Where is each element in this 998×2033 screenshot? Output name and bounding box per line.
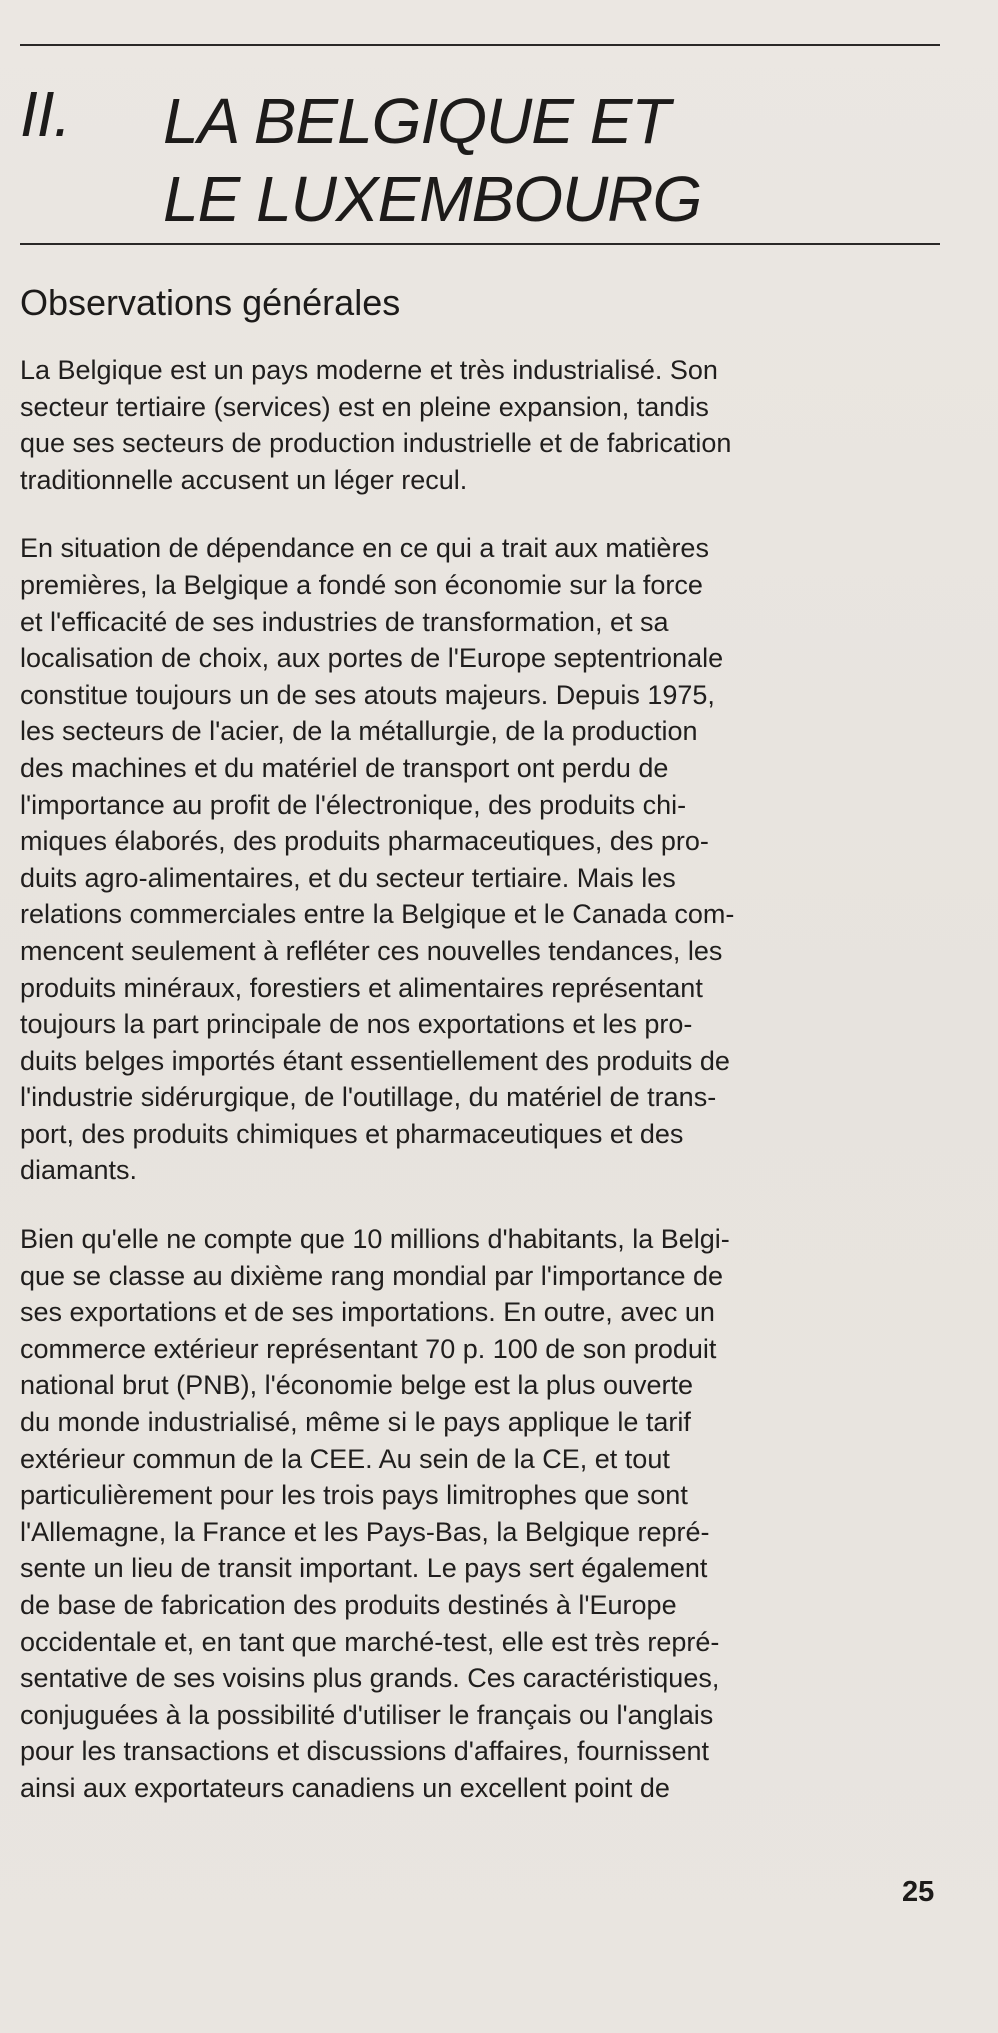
- text-line: que se classe au dixième rang mondial par l'importance de: [20, 1260, 724, 1291]
- text-line: mencent seulement à refléter ces nouvelles tendances, les: [20, 935, 723, 966]
- body-text: [20, 352, 950, 1839]
- page-number: 25: [902, 1876, 935, 1908]
- text-line: extérieur commun de la CEE. Au sein de la CE, et tout: [20, 1443, 670, 1474]
- chapter-title: [163, 82, 923, 238]
- text-line: port, des produits chimiques et pharmaceutiques et des: [20, 1118, 684, 1149]
- text-line: traditionnelle accusent un léger recul.: [20, 464, 468, 495]
- paragraph-3: [20, 1221, 950, 1807]
- text-line: duits agro-alimentaires, et du secteur tertiaire. Mais les: [20, 862, 676, 893]
- text-line: du monde industrialisé, même si le pays applique le tarif: [20, 1407, 691, 1438]
- text-line: et l'efficacité de ses industries de transformation, et sa: [20, 606, 669, 637]
- text-line: occidentale et, en tant que marché-test, elle est très repré-: [20, 1626, 720, 1657]
- text-line: relations commerciales entre la Belgique et le Canada com-: [20, 899, 735, 930]
- text-line: particulièrement pour les trois pays limitrophes que sont: [20, 1480, 688, 1511]
- text-line: Bien qu'elle ne compte que 10 millions d'habitants, la Belgi-: [20, 1224, 730, 1255]
- text-line: ses exportations et de ses importations. En outre, avec un: [20, 1297, 715, 1328]
- paragraph-1: [20, 352, 950, 498]
- text-line: les secteurs de l'acier, de la métallurgie, de la production: [20, 716, 698, 747]
- text-line: conjuguées à la possibilité d'utiliser le français ou l'anglais: [20, 1699, 714, 1730]
- text-line: l'Allemagne, la France et les Pays-Bas, la Belgique repré-: [20, 1516, 710, 1547]
- chapter-title-line: LA BELGIQUE ET: [163, 85, 670, 157]
- text-line: La Belgique est un pays moderne et très industrialisé. Son: [20, 355, 718, 385]
- text-line: produits minéraux, forestiers et alimentaires représentant: [20, 972, 703, 1003]
- text-line: duits belges importés étant essentiellement des produits de: [20, 1045, 730, 1076]
- text-line: premières, la Belgique a fondé son économie sur la force: [20, 569, 703, 600]
- chapter-title-line: LE LUXEMBOURG: [163, 163, 702, 235]
- section-heading: Observations générales: [20, 282, 401, 323]
- text-line: localisation de choix, aux portes de l'Europe septentrionale: [20, 643, 724, 674]
- text-line: constitue toujours un de ses atouts majeurs. Depuis 1975,: [20, 679, 715, 710]
- text-line: national brut (PNB), l'économie belge est la plus ouverte: [20, 1370, 694, 1401]
- text-line: sente un lieu de transit important. Le pays sert également: [20, 1553, 708, 1584]
- text-line: l'industrie sidérurgique, de l'outillage, du matériel de trans-: [20, 1082, 717, 1113]
- paragraph-2: [20, 530, 950, 1189]
- text-line: commerce extérieur représentant 70 p. 100 de son produit: [20, 1333, 717, 1364]
- chapter-number: II.: [20, 78, 71, 150]
- text-line: sentative de ses voisins plus grands. Ces caractéristiques,: [20, 1663, 720, 1694]
- top-rule: [20, 44, 940, 46]
- text-line: de base de fabrication des produits destinés à l'Europe: [20, 1590, 677, 1620]
- text-line: l'importance au profit de l'électronique, des produits chi-: [20, 789, 687, 820]
- text-line: toujours la part principale de nos exportations et les pro-: [20, 1009, 693, 1040]
- text-line: des machines et du matériel de transport ont perdu de: [20, 752, 669, 783]
- text-line: pour les transactions et discussions d'affaires, fournissent: [20, 1736, 710, 1767]
- text-line: En situation de dépendance en ce qui a trait aux matières: [20, 533, 709, 564]
- text-line: que ses secteurs de production industrielle et de fabrication: [20, 428, 732, 459]
- bottom-rule: [20, 243, 940, 245]
- text-line: miques élaborés, des produits pharmaceutiques, des pro-: [20, 826, 709, 857]
- text-line: ainsi aux exportateurs canadiens un excellent point de: [20, 1772, 670, 1803]
- text-line: secteur tertiaire (services) est en pleine expansion, tandis: [20, 391, 709, 422]
- text-line: diamants.: [20, 1155, 138, 1186]
